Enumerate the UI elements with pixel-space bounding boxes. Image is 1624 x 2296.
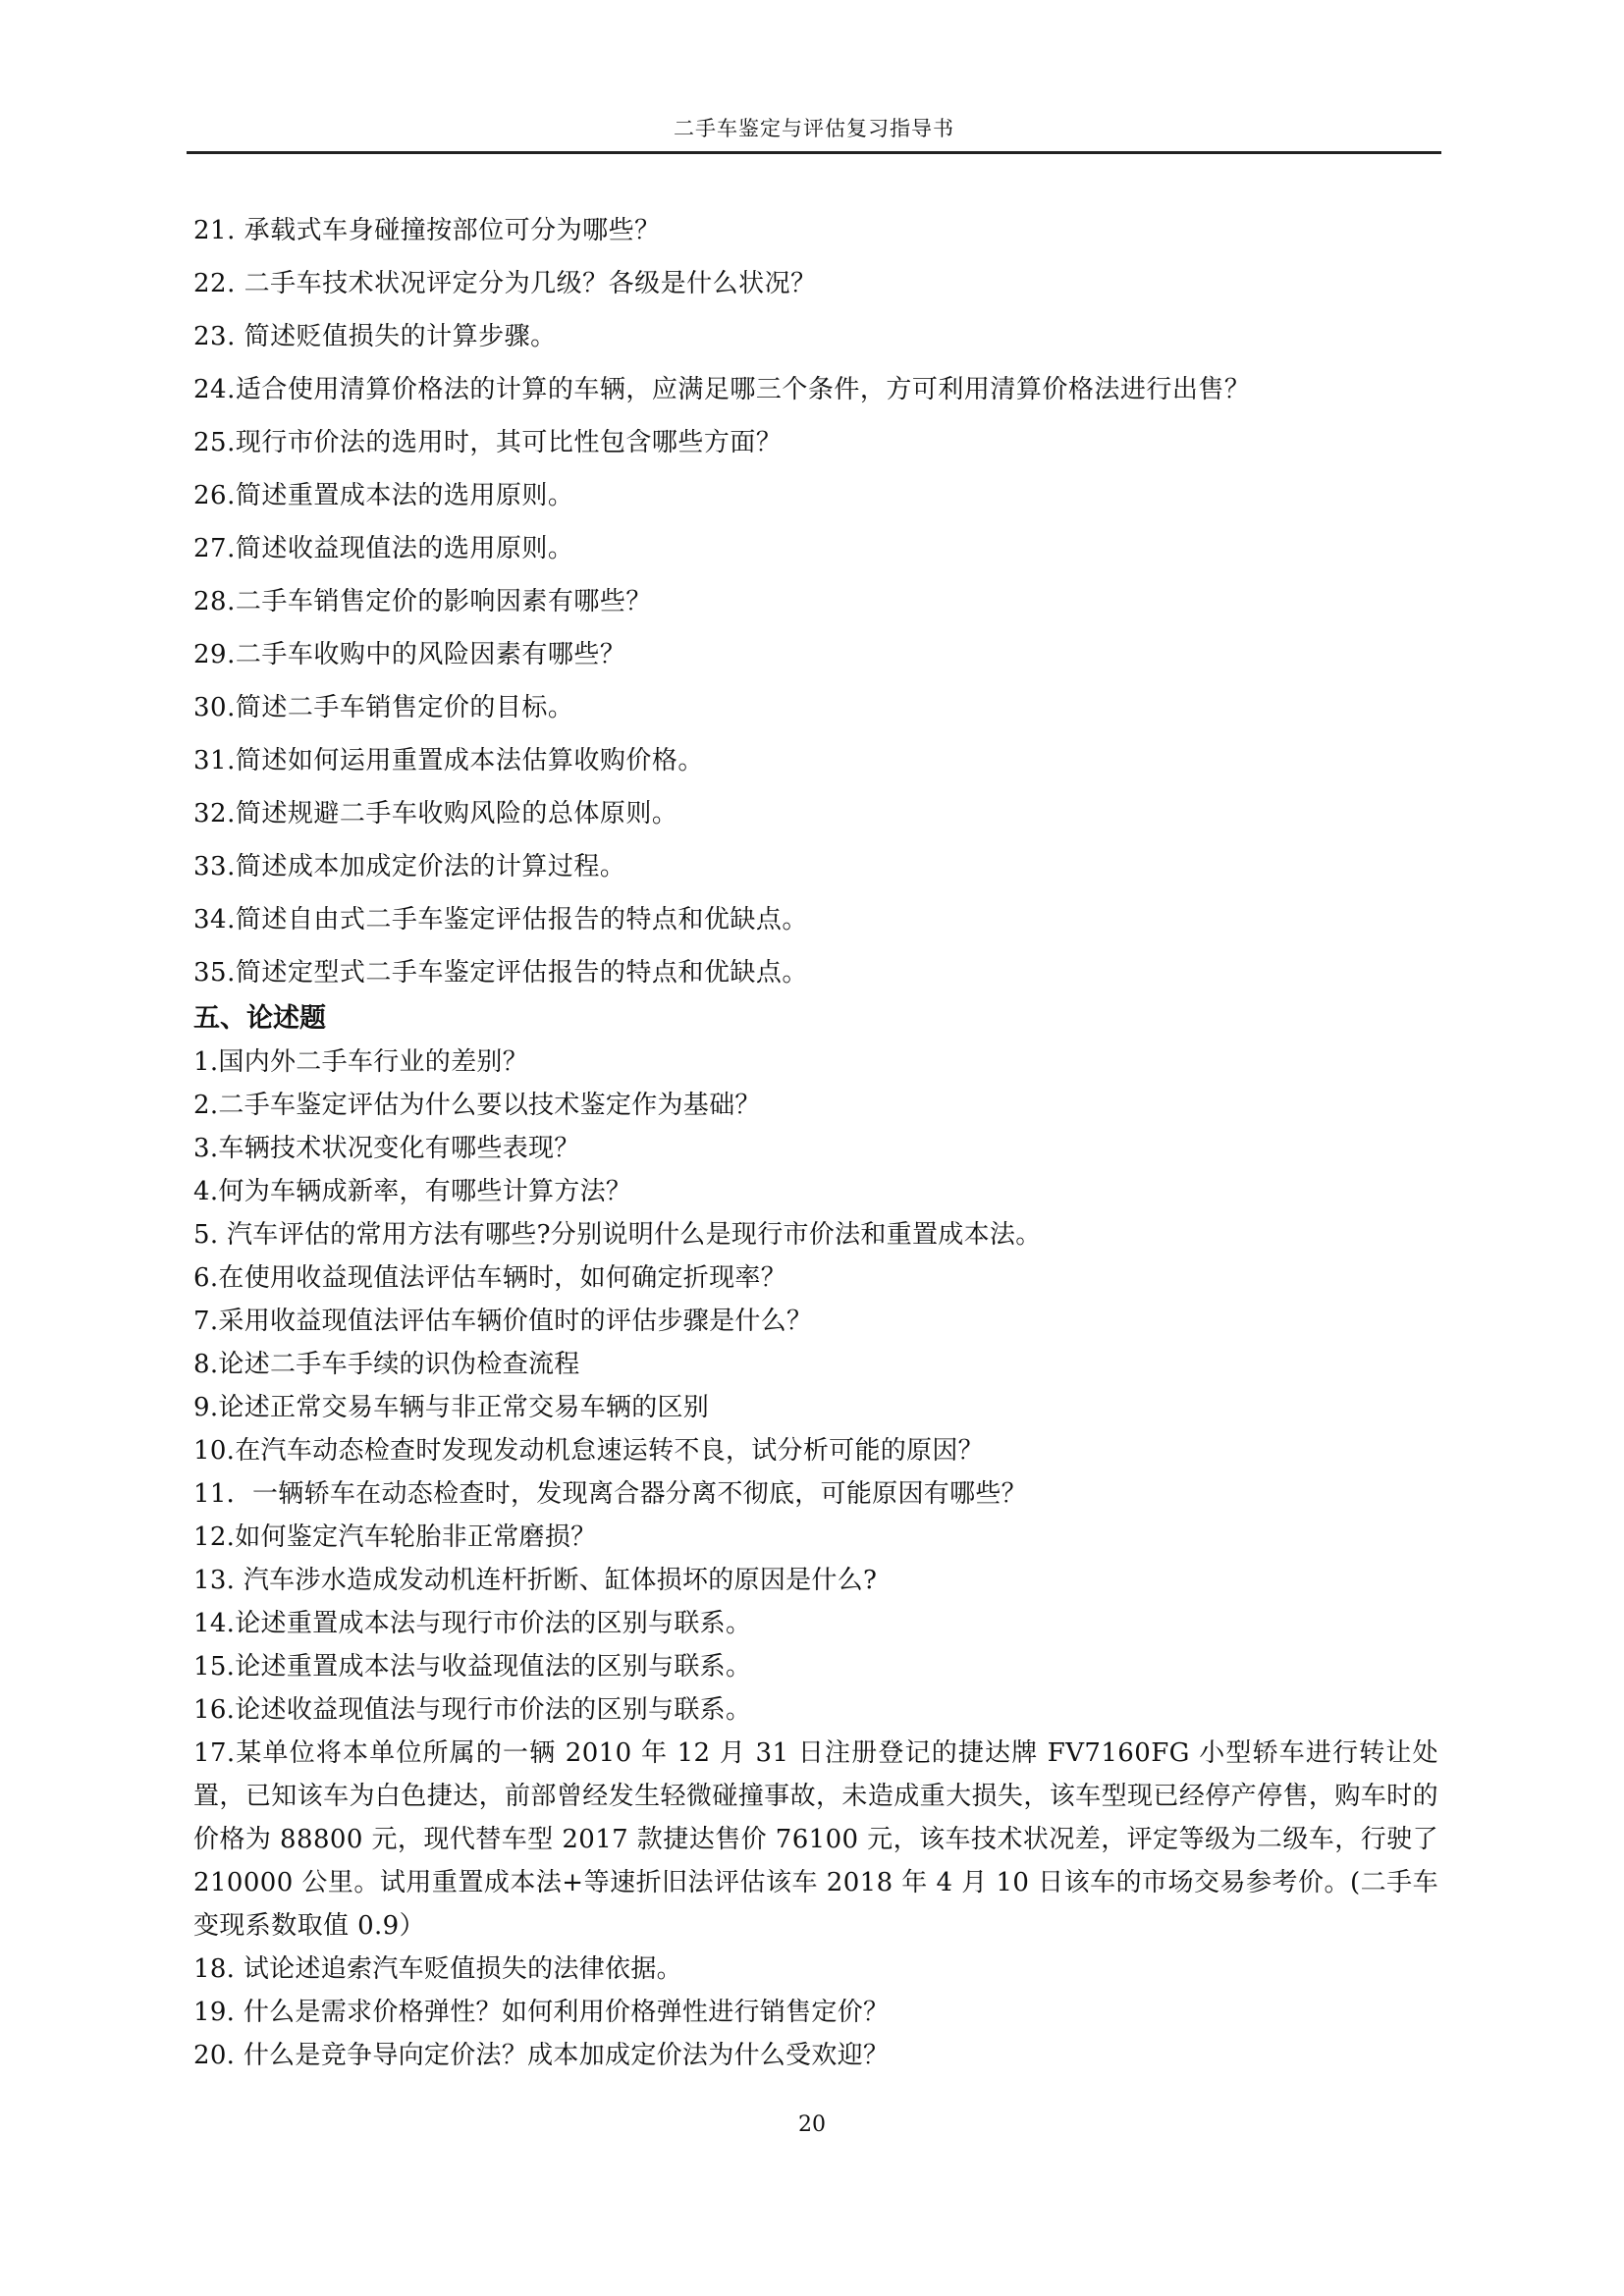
essay-item-case-problem: 17.某单位将本单位所属的一辆 2010 年 12 月 31 日注册登记的捷达牌 FV7160FG 小型轿车进行转让处置，已知该车为白色捷达，前部曾经发生轻微碰撞事故，未造成重大损失，该车型现已经停产停售，购车时的价格为 88800 元，现代替车型 2017 款捷达售价 76100 元，该车技术状况差，评定等级为二级车，行驶了 210000 公里。试用重置成本法+等速折旧法评估该车 2018 年 4 月 10 日该车的市场交易参考价。(二手车变现系数取值 0.9） xyxy=(193,1738,1438,1941)
essay-item: 20. 什么是竞争导向定价法？成本加成定价法为什么受欢迎？ xyxy=(193,2041,890,2070)
question-item: 25.现行市价法的选用时，其可比性包含哪些方面？ xyxy=(193,428,783,457)
essay-item: 14.论述重置成本法与现行市价法的区别与联系。 xyxy=(193,1609,752,1638)
question-item: 29.二手车收购中的风险因素有哪些？ xyxy=(193,640,626,669)
essay-item: 12.如何鉴定汽车轮胎非正常磨损？ xyxy=(193,1522,597,1552)
essay-item: 2.二手车鉴定评估为什么要以技术鉴定作为基础？ xyxy=(193,1091,761,1120)
essay-item: 5. 汽车评估的常用方法有哪些?分别说明什么是现行市价法和重置成本法。 xyxy=(193,1220,1042,1250)
question-item: 26.简述重置成本法的选用原则。 xyxy=(193,481,574,510)
question-item: 35.简述定型式二手车鉴定评估报告的特点和优缺点。 xyxy=(193,958,808,988)
running-header xyxy=(187,106,1441,154)
essay-item: 3.车辆技术状况变化有哪些表现？ xyxy=(193,1134,580,1163)
essay-item: 10.在汽车动态检查时发现发动机怠速运转不良，试分析可能的原因？ xyxy=(193,1436,984,1466)
question-item: 30.简述二手车销售定价的目标。 xyxy=(193,693,574,722)
essay-item: 11．一辆轿车在动态检查时，发现离合器分离不彻底，可能原因有哪些？ xyxy=(193,1479,1027,1509)
section-heading-essay: 五、论述题 xyxy=(193,1003,326,1034)
essay-item: 8.论述二手车手续的识伪检查流程 xyxy=(193,1350,580,1379)
question-item: 21. 承载式车身碰撞按部位可分为哪些？ xyxy=(193,216,661,245)
essay-item: 6.在使用收益现值法评估车辆时，如何确定折现率？ xyxy=(193,1263,787,1293)
question-item: 28.二手车销售定价的影响因素有哪些？ xyxy=(193,587,652,616)
essay-item: 19. 什么是需求价格弹性？如何利用价格弹性进行销售定价？ xyxy=(193,1998,890,2027)
essay-item: 18. 试论述追索汽车贬值损失的法律依据。 xyxy=(193,1954,682,1984)
question-item: 31.简述如何运用重置成本法估算收购价格。 xyxy=(193,746,704,775)
essay-item: 13. 汽车涉水造成发动机连杆折断、缸体损坏的原因是什么? xyxy=(193,1566,878,1595)
question-item: 27.简述收益现值法的选用原则。 xyxy=(193,534,574,563)
essay-item: 1.国内外二手车行业的差别？ xyxy=(193,1047,529,1077)
essay-item: 16.论述收益现值法与现行市价法的区别与联系。 xyxy=(193,1695,752,1725)
question-item: 22. 二手车技术状况评定分为几级？各级是什么状况？ xyxy=(193,269,817,298)
question-item: 34.简述自由式二手车鉴定评估报告的特点和优缺点。 xyxy=(193,905,808,934)
question-item: 33.简述成本加成定价法的计算过程。 xyxy=(193,852,626,881)
question-item: 32.简述规避二手车收购风险的总体原则。 xyxy=(193,799,678,828)
question-item: 23. 简述贬值损失的计算步骤。 xyxy=(193,322,557,351)
question-item: 24.适合使用清算价格法的计算的车辆，应满足哪三个条件，方可利用清算价格法进行出售？ xyxy=(193,375,1251,404)
essay-item: 15.论述重置成本法与收益现值法的区别与联系。 xyxy=(193,1652,752,1682)
header-title: 二手车鉴定与评估复习指导书 xyxy=(674,117,954,140)
essay-item: 4.何为车辆成新率，有哪些计算方法？ xyxy=(193,1177,632,1206)
page-number: 20 xyxy=(798,2112,826,2137)
page-content xyxy=(193,204,1438,2077)
essay-item: 7.采用收益现值法评估车辆价值时的评估步骤是什么？ xyxy=(193,1307,813,1336)
essay-item: 9.论述正常交易车辆与非正常交易车辆的区别 xyxy=(193,1393,710,1422)
